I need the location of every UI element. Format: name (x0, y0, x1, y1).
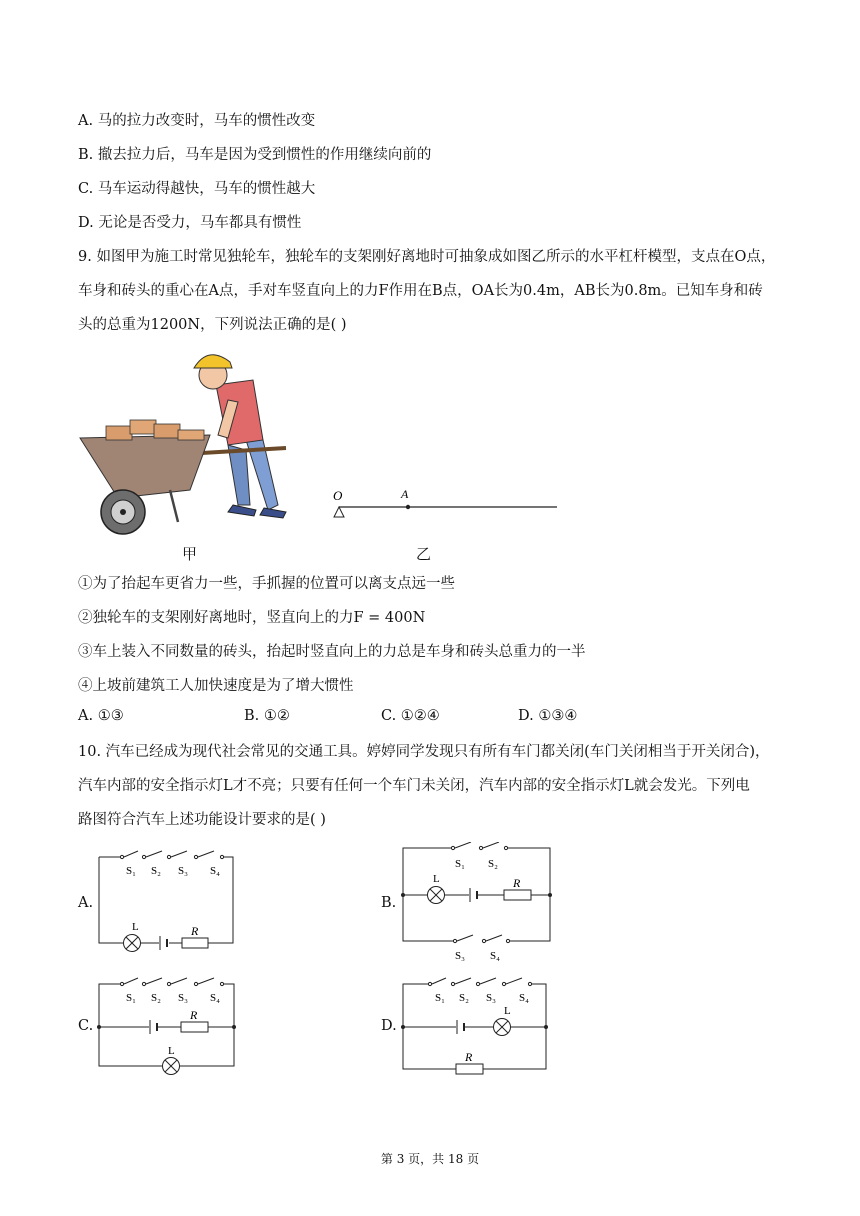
q9-text-line-2: 车身和砖头的重心在A点，手对车竖直向上的力F作用在B点，OA长为0.4m，AB长为0.8m。已知车身和砖 (78, 283, 763, 299)
circuit-a-s2: S₂ (151, 865, 161, 877)
circuit-c (96, 974, 241, 1078)
circuit-d-label[interactable]: D. (381, 1018, 397, 1034)
circuit-b-r: R (513, 876, 521, 890)
circuit-b-label[interactable]: B. (381, 895, 397, 911)
circuit-b-l: L (433, 873, 440, 885)
circuit-a-s4: S₄ (210, 865, 220, 877)
circuit-a-s1: S₁ (126, 865, 136, 877)
circuit-b-s3: S₃ (455, 950, 465, 962)
prev-option-c: C. 马车运动得越快，马车的惯性越大 (78, 181, 316, 197)
circuit-c-label[interactable]: C. (78, 1018, 94, 1034)
lever-label-a: A (401, 487, 409, 501)
circuit-a (96, 850, 241, 955)
circuit-c-s1: S₁ (126, 992, 136, 1004)
q9-option-c[interactable]: C. ①②④ (381, 708, 440, 724)
circuit-a-label[interactable]: A. (78, 895, 94, 911)
circuit-d-r: R (465, 1050, 473, 1064)
circuit-d-s1: S₁ (435, 992, 445, 1004)
circuit-c-s4: S₄ (210, 992, 220, 1004)
circuit-b-s2: S₂ (488, 858, 498, 870)
q9-option-a[interactable]: A. ①③ (78, 708, 124, 724)
circuit-a-s3: S₃ (178, 865, 188, 877)
q9-option-b[interactable]: B. ①② (244, 708, 290, 724)
figure-jia-caption: 甲 (182, 545, 198, 563)
q9-text-line-1: 9. 如图甲为施工时常见独轮车，独轮车的支架刚好离地时可抽象成如图乙所示的水平杠杆模型，支点在O点， (78, 249, 776, 265)
circuit-d-s4: S₄ (519, 992, 529, 1004)
circuit-a-r: R (191, 924, 199, 938)
circuit-c-r: R (190, 1008, 198, 1022)
prev-option-a: A. 马的拉力改变时，马车的惯性改变 (78, 113, 316, 129)
prev-option-d: D. 无论是否受力，马车都具有惯性 (78, 215, 302, 231)
circuit-d-s3: S₃ (486, 992, 496, 1004)
q10-text-line-1: 10. 汽车已经成为现代社会常见的交通工具。婷婷同学发现只有所有车门都关闭(车门关闭相当于开关闭合)， (78, 744, 770, 760)
wheelbarrow-figure (78, 340, 298, 545)
q9-statement-1: ①为了抬起车更省力一些，手抓握的位置可以离支点远一些 (78, 576, 455, 592)
circuit-c-s2: S₂ (151, 992, 161, 1004)
circuit-b-s1: S₁ (455, 858, 465, 870)
q9-option-d[interactable]: D. ①③④ (518, 708, 578, 724)
prev-option-b: B. 撤去拉力后，马车是因为受到惯性的作用继续向前的 (78, 147, 432, 163)
circuit-a-l: L (132, 921, 139, 933)
q9-statement-2: ②独轮车的支架刚好离地时，竖直向上的力F = 400N (78, 610, 426, 626)
circuit-c-l: L (168, 1045, 175, 1057)
q10-text-line-3: 路图符合汽车上述功能设计要求的是( ) (78, 812, 326, 828)
lever-model-figure (325, 480, 565, 525)
circuit-d-l: L (504, 1005, 511, 1017)
q9-text-line-3: 头的总重为1200N，下列说法正确的是( ) (78, 317, 347, 333)
page-footer: 第 3 页，共 18 页 (380, 1152, 480, 1166)
circuit-b-s4: S₄ (490, 950, 500, 962)
circuit-d (398, 974, 553, 1078)
circuit-b (398, 842, 556, 967)
q9-statement-4: ④上坡前建筑工人加快速度是为了增大惯性 (78, 678, 354, 694)
q9-statement-3: ③车上装入不同数量的砖头，抬起时竖直向上的力总是车身和砖头总重力的一半 (78, 644, 586, 660)
q10-text-line-2: 汽车内部的安全指示灯L才不亮；只要有任何一个车门未关闭，汽车内部的安全指示灯L就会发光。下列电 (78, 778, 750, 794)
circuit-c-s3: S₃ (178, 992, 188, 1004)
circuit-d-s2: S₂ (459, 992, 469, 1004)
lever-label-o: O (333, 488, 343, 503)
figure-yi-caption: 乙 (416, 545, 432, 563)
